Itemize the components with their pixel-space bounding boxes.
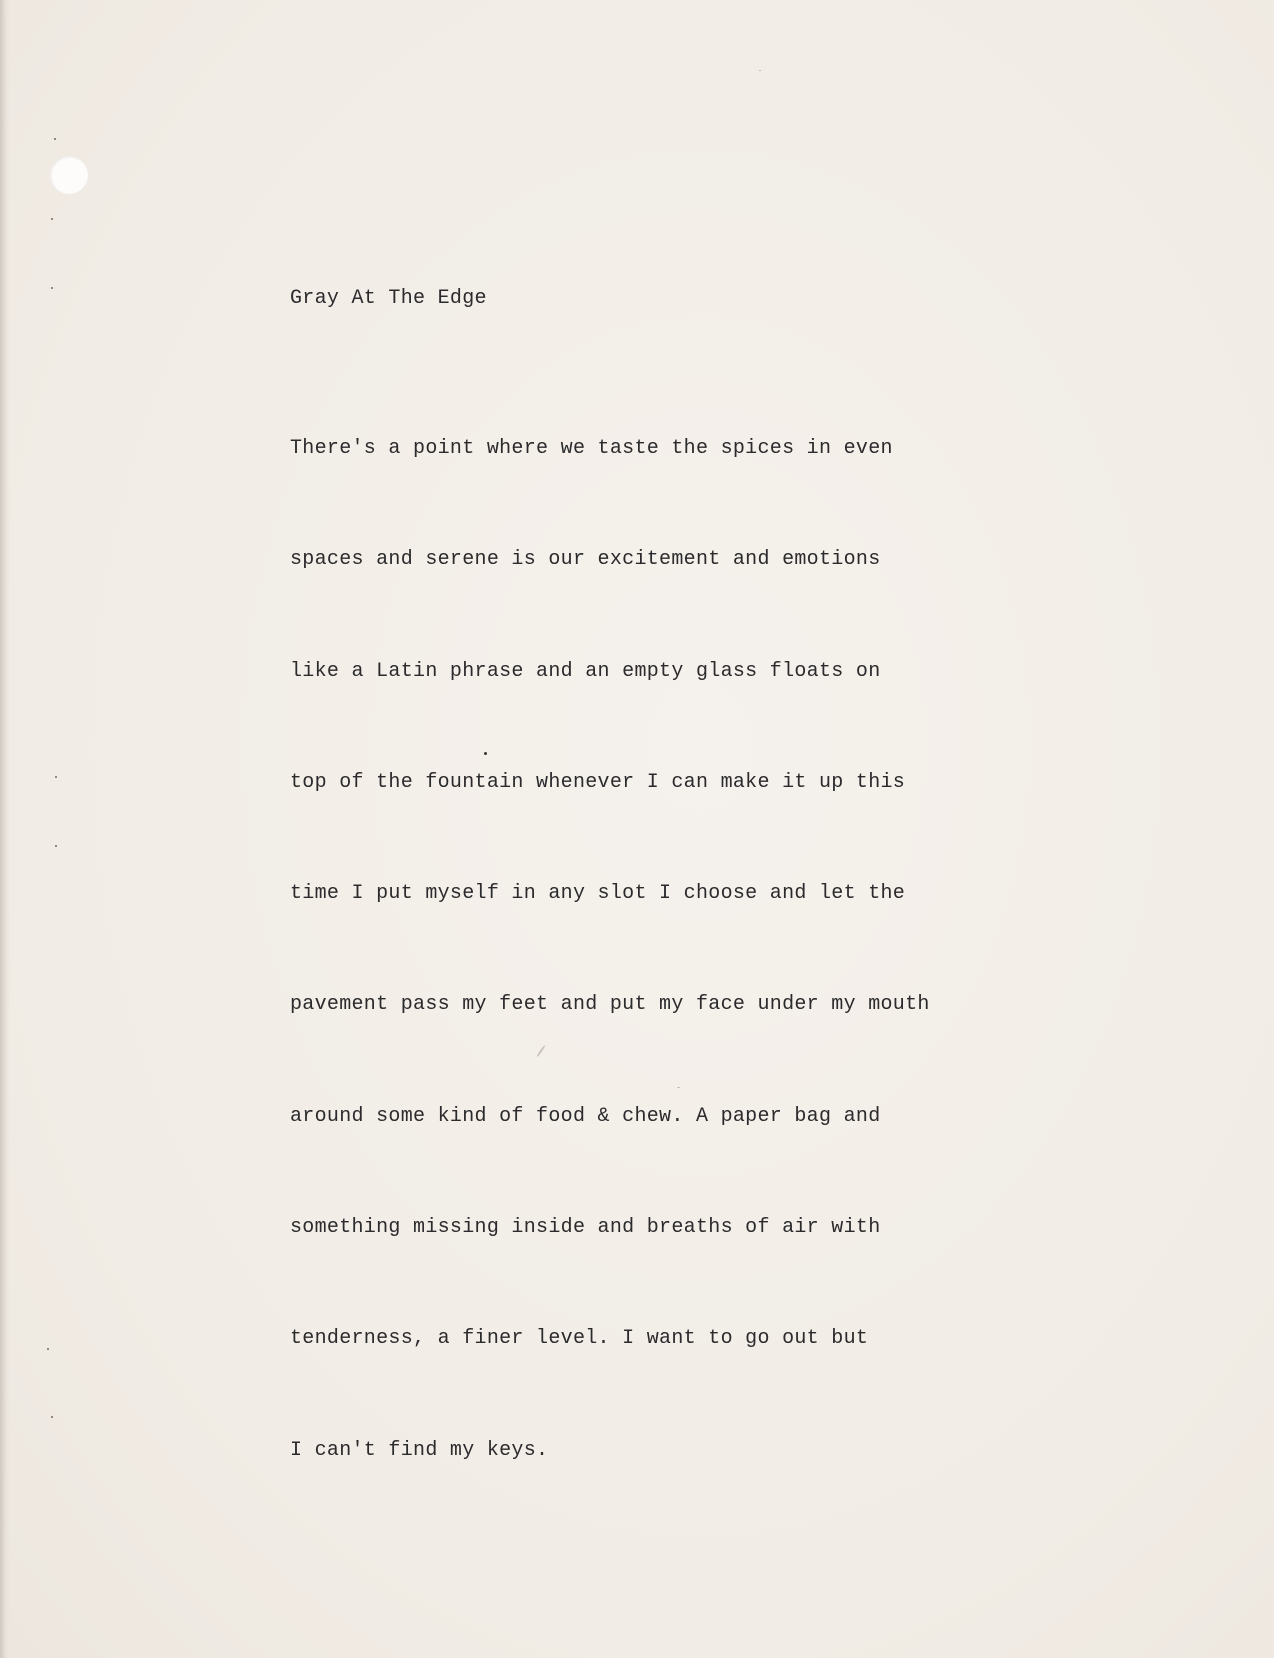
paper-speck (54, 138, 56, 140)
poem-line: like a Latin phrase and an empty glass floats on (290, 659, 881, 683)
paper-speck (51, 1416, 53, 1418)
poem-line: tenderness, a finer level. I want to go out but (290, 1327, 869, 1351)
paper-left-edge (0, 0, 10, 1658)
poem-line: I can't find my keys. (290, 1438, 549, 1462)
poem-line: around some kind of food & chew. A paper bag and (290, 1104, 881, 1128)
poem-line: spaces and serene is our excitement and emotions (290, 548, 881, 572)
poem-line: time I put myself in any slot I choose and let the (290, 882, 906, 906)
paper-speck (55, 845, 57, 847)
paper-speck (51, 218, 53, 220)
poem-line: top of the fountain whenever I can make it up this (290, 770, 906, 794)
paper-speck (759, 70, 761, 71)
paper-speck (51, 287, 53, 289)
poem-line: something missing inside and breaths of air with (290, 1216, 881, 1240)
paper-speck (47, 1348, 49, 1350)
poem-title: Gray At The Edge (290, 287, 487, 310)
poem-line: There's a point where we taste the spices in even (290, 437, 893, 460)
paper-speck (55, 776, 57, 778)
binder-punch-hole (50, 156, 88, 194)
poem-body (290, 356, 930, 1543)
poem-line: pavement pass my feet and put my face under my mouth (290, 993, 930, 1017)
